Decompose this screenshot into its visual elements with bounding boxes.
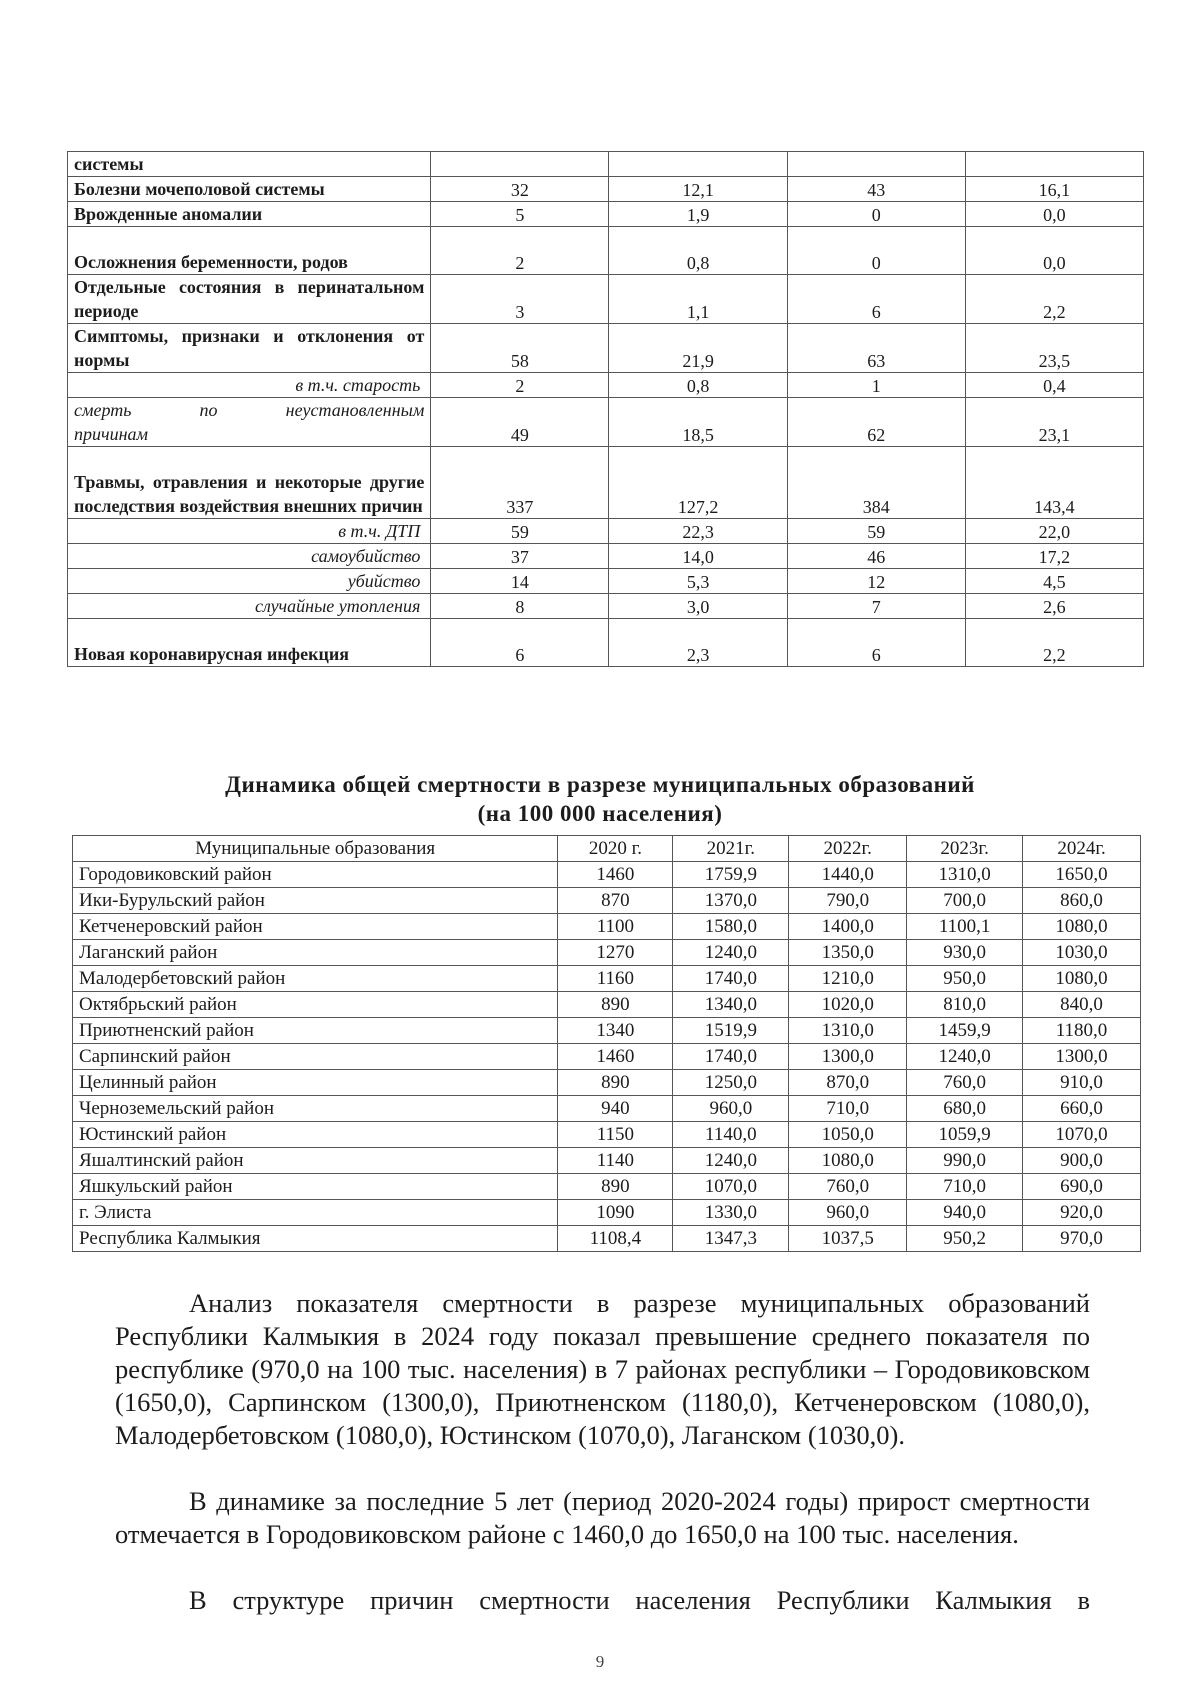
table-row (73, 862, 1141, 888)
municipal-mortality-table (72, 835, 1141, 1252)
dynamics-paragraph: В динамике за последние 5 лет (период 2020-2024 годы) прирост смертности отмечается в Городовиковском районе с 1460,0 до 1650,0 на 100 тыс. населения. (115, 1486, 1090, 1549)
value-cell: 3 (431, 275, 609, 324)
rate-cell: 1759,9 (673, 862, 789, 888)
value-cell: 2,3 (609, 619, 787, 667)
rate-cell: 1020,0 (789, 992, 907, 1018)
rate-cell: 1310,0 (789, 1018, 907, 1044)
value-cell (965, 152, 1143, 177)
rate-cell: 1240,0 (907, 1044, 1023, 1070)
rate-cell: 1108,4 (558, 1226, 673, 1252)
value-cell (609, 152, 787, 177)
rate-cell: 940 (558, 1096, 673, 1122)
table-row (68, 152, 1144, 177)
table-row (73, 940, 1141, 966)
municipality-name-cell: Городовиковский район (73, 862, 558, 888)
value-cell: 63 (787, 324, 965, 373)
rate-cell: 970,0 (1023, 1226, 1141, 1252)
rate-cell: 860,0 (1023, 888, 1141, 914)
value-cell: 2,2 (965, 275, 1143, 324)
cause-name-cell: системы (68, 152, 431, 177)
rate-cell: 890 (558, 1070, 673, 1096)
title-line-2: (на 100 000 населения) (477, 801, 723, 826)
municipality-name-cell: Приютненский район (73, 1018, 558, 1044)
value-cell: 18,5 (609, 398, 787, 447)
value-cell: 43 (787, 177, 965, 202)
rate-cell: 1347,3 (673, 1226, 789, 1252)
value-cell: 2,6 (965, 594, 1143, 619)
rate-cell: 1300,0 (789, 1044, 907, 1070)
value-cell: 46 (787, 544, 965, 569)
value-cell: 1 (787, 373, 965, 398)
value-cell: 14 (431, 569, 609, 594)
rate-cell: 1650,0 (1023, 862, 1141, 888)
value-cell: 23,5 (965, 324, 1143, 373)
rate-cell: 990,0 (907, 1148, 1023, 1174)
table-row (68, 544, 1144, 569)
cause-name-cell: Новая коронавирусная инфекция (68, 619, 431, 667)
rate-cell: 690,0 (1023, 1174, 1141, 1200)
table-row (73, 888, 1141, 914)
rate-cell: 680,0 (907, 1096, 1023, 1122)
rate-cell: 1100,1 (907, 914, 1023, 940)
rate-cell: 1160 (558, 966, 673, 992)
rate-cell: 1250,0 (673, 1070, 789, 1096)
rate-cell: 710,0 (907, 1174, 1023, 1200)
value-cell: 2,2 (965, 619, 1143, 667)
rate-cell: 1340 (558, 1018, 673, 1044)
value-cell: 17,2 (965, 544, 1143, 569)
municipality-name-cell: Кетченеровский район (73, 914, 558, 940)
rate-cell: 1070,0 (673, 1174, 789, 1200)
cause-name-line: смерть по неустановленным (74, 400, 425, 420)
header-cell: 2023г. (907, 836, 1023, 862)
rate-cell: 1080,0 (1023, 914, 1141, 940)
table-row (68, 447, 1144, 519)
value-cell: 6 (787, 275, 965, 324)
value-cell: 0 (787, 202, 965, 227)
table-row (73, 1122, 1141, 1148)
rate-cell: 840,0 (1023, 992, 1141, 1018)
rate-cell: 1340,0 (673, 992, 789, 1018)
rate-cell: 1059,9 (907, 1122, 1023, 1148)
table-row (68, 275, 1144, 324)
table-row (68, 202, 1144, 227)
causes-of-death-table (67, 151, 1144, 667)
table-row (68, 177, 1144, 202)
value-cell: 49 (431, 398, 609, 447)
rate-cell: 1740,0 (673, 966, 789, 992)
header-cell: 2021г. (673, 836, 789, 862)
rate-cell: 1310,0 (907, 862, 1023, 888)
value-cell: 59 (431, 519, 609, 544)
value-cell: 3,0 (609, 594, 787, 619)
rate-cell: 870 (558, 888, 673, 914)
municipal-table-title (0, 770, 1200, 828)
cause-name-cell: Симптомы, признаки и отклонения от нормы (68, 324, 431, 373)
cause-name-cell: Отдельные состояния в перинатальном периоде (68, 275, 431, 324)
value-cell: 12 (787, 569, 965, 594)
rate-cell: 960,0 (789, 1200, 907, 1226)
table-row (68, 594, 1144, 619)
table-row (68, 619, 1144, 667)
rate-cell: 760,0 (907, 1070, 1023, 1096)
value-cell: 7 (787, 594, 965, 619)
municipality-name-cell: Сарпинский район (73, 1044, 558, 1070)
value-cell: 21,9 (609, 324, 787, 373)
rate-cell: 810,0 (907, 992, 1023, 1018)
value-cell: 62 (787, 398, 965, 447)
value-cell: 0,8 (609, 373, 787, 398)
rate-cell: 890 (558, 1174, 673, 1200)
rate-cell: 950,2 (907, 1226, 1023, 1252)
value-cell: 5 (431, 202, 609, 227)
rate-cell: 1070,0 (1023, 1122, 1141, 1148)
cause-name-cell: в т.ч. ДТП (68, 519, 431, 544)
table-row (73, 1200, 1141, 1226)
rate-cell: 1440,0 (789, 862, 907, 888)
municipality-name-cell: Яшалтинский район (73, 1148, 558, 1174)
value-cell: 0,8 (609, 227, 787, 275)
rate-cell: 1150 (558, 1122, 673, 1148)
table-row (68, 324, 1144, 373)
value-cell: 32 (431, 177, 609, 202)
rate-cell: 1180,0 (1023, 1018, 1141, 1044)
rate-cell: 1460 (558, 862, 673, 888)
value-cell: 14,0 (609, 544, 787, 569)
rate-cell: 890 (558, 992, 673, 1018)
table-row (73, 1096, 1141, 1122)
rate-cell: 1240,0 (673, 1148, 789, 1174)
cause-name-cell: Врожденные аномалии (68, 202, 431, 227)
rate-cell: 1740,0 (673, 1044, 789, 1070)
rate-cell: 1080,0 (789, 1148, 907, 1174)
municipality-name-cell: Ики-Бурульский район (73, 888, 558, 914)
header-cell: 2022г. (789, 836, 907, 862)
rate-cell: 1140,0 (673, 1122, 789, 1148)
rate-cell: 1519,9 (673, 1018, 789, 1044)
rate-cell: 1350,0 (789, 940, 907, 966)
rate-cell: 1080,0 (1023, 966, 1141, 992)
value-cell: 16,1 (965, 177, 1143, 202)
rate-cell: 950,0 (907, 966, 1023, 992)
header-cell: 2020 г. (558, 836, 673, 862)
analysis-paragraph: Анализ показателя смертности в разрезе муниципальных образований Республики Калмыкия в 2024 году показал превышение среднего показателя по республике (970,0 на 100 тыс. населения) в 7 районах республики – Городовиковском (1650,0), Сарпинском (1300,0), Приютненском (1180,0), Кетченеровском (1080,0), Малодербетовском (1080,0), Юстинском (1070,0), Лаганском (1030,0). (115, 1288, 1090, 1450)
rate-cell: 700,0 (907, 888, 1023, 914)
value-cell: 59 (787, 519, 965, 544)
cause-name-cell: случайные утопления (68, 594, 431, 619)
value-cell: 0 (787, 227, 965, 275)
table-row (73, 1148, 1141, 1174)
header-cell: Муниципальные образования (73, 836, 558, 862)
value-cell: 0,0 (965, 202, 1143, 227)
municipality-name-cell: Республика Калмыкия (73, 1226, 558, 1252)
value-cell (787, 152, 965, 177)
municipality-name-cell: Яшкульский район (73, 1174, 558, 1200)
table-row (68, 569, 1144, 594)
cause-name-cell: Осложнения беременности, родов (68, 227, 431, 275)
value-cell: 384 (787, 447, 965, 519)
table-row (68, 227, 1144, 275)
municipality-name-cell: Целинный район (73, 1070, 558, 1096)
value-cell: 4,5 (965, 569, 1143, 594)
rate-cell: 1030,0 (1023, 940, 1141, 966)
municipality-name-cell: Черноземельский район (73, 1096, 558, 1122)
value-cell: 58 (431, 324, 609, 373)
rate-cell: 1330,0 (673, 1200, 789, 1226)
municipality-name-cell: Юстинский район (73, 1122, 558, 1148)
municipality-name-cell: Октябрьский район (73, 992, 558, 1018)
cause-name-cell: самоубийство (68, 544, 431, 569)
rate-cell: 760,0 (789, 1174, 907, 1200)
rate-cell: 870,0 (789, 1070, 907, 1096)
municipality-name-cell: Малодербетовский район (73, 966, 558, 992)
table-row (73, 966, 1141, 992)
value-cell: 22,0 (965, 519, 1143, 544)
value-cell: 1,1 (609, 275, 787, 324)
structure-paragraph: В структуре причин смертности населения Республики Калмыкия в (189, 1585, 1090, 1615)
rate-cell: 1460 (558, 1044, 673, 1070)
rate-cell: 930,0 (907, 940, 1023, 966)
municipality-name-cell: г. Элиста (73, 1200, 558, 1226)
rate-cell: 1240,0 (673, 940, 789, 966)
rate-cell: 1270 (558, 940, 673, 966)
table-row (73, 992, 1141, 1018)
value-cell: 8 (431, 594, 609, 619)
rate-cell: 960,0 (673, 1096, 789, 1122)
table-row (73, 1044, 1141, 1070)
value-cell: 6 (787, 619, 965, 667)
table-row (73, 1174, 1141, 1200)
value-cell: 1,9 (609, 202, 787, 227)
rate-cell: 1370,0 (673, 888, 789, 914)
page-number: 9 (595, 1652, 605, 1671)
rate-cell: 1580,0 (673, 914, 789, 940)
rate-cell: 1100 (558, 914, 673, 940)
rate-cell: 1140 (558, 1148, 673, 1174)
rate-cell: 900,0 (1023, 1148, 1141, 1174)
rate-cell: 790,0 (789, 888, 907, 914)
municipality-name-cell: Лаганский район (73, 940, 558, 966)
cause-name-cell: Травмы, отравления и некоторые другие последствия воздействия внешних причин (68, 447, 431, 519)
cause-name-cell: Болезни мочеполовой системы (68, 177, 431, 202)
value-cell: 0,4 (965, 373, 1143, 398)
table-header-row (73, 836, 1141, 862)
value-cell: 0,0 (965, 227, 1143, 275)
rate-cell: 920,0 (1023, 1200, 1141, 1226)
title-line-1: Динамика общей смертности в разрезе муниципальных образований (225, 772, 975, 797)
value-cell (431, 152, 609, 177)
value-cell: 12,1 (609, 177, 787, 202)
header-cell: 2024г. (1023, 836, 1141, 862)
rate-cell: 1037,5 (789, 1226, 907, 1252)
rate-cell: 1300,0 (1023, 1044, 1141, 1070)
value-cell: 143,4 (965, 447, 1143, 519)
value-cell: 22,3 (609, 519, 787, 544)
value-cell: 127,2 (609, 447, 787, 519)
table-row (73, 1226, 1141, 1252)
value-cell: 37 (431, 544, 609, 569)
table-row (68, 398, 1144, 447)
rate-cell: 1459,9 (907, 1018, 1023, 1044)
cause-name-cell: убийство (68, 569, 431, 594)
rate-cell: 1400,0 (789, 914, 907, 940)
table-row (73, 1070, 1141, 1096)
rate-cell: 1050,0 (789, 1122, 907, 1148)
table-row (73, 914, 1141, 940)
cause-name-cell (68, 398, 431, 447)
table-row (73, 1018, 1141, 1044)
value-cell: 23,1 (965, 398, 1143, 447)
rate-cell: 1210,0 (789, 966, 907, 992)
value-cell: 6 (431, 619, 609, 667)
cause-name-line: причинам (74, 424, 149, 444)
value-cell: 5,3 (609, 569, 787, 594)
cause-name-cell: в т.ч. старость (68, 373, 431, 398)
rate-cell: 910,0 (1023, 1070, 1141, 1096)
value-cell: 337 (431, 447, 609, 519)
rate-cell: 940,0 (907, 1200, 1023, 1226)
table-row (68, 519, 1144, 544)
rate-cell: 1090 (558, 1200, 673, 1226)
rate-cell: 710,0 (789, 1096, 907, 1122)
table-row (68, 373, 1144, 398)
value-cell: 2 (431, 373, 609, 398)
rate-cell: 660,0 (1023, 1096, 1141, 1122)
value-cell: 2 (431, 227, 609, 275)
